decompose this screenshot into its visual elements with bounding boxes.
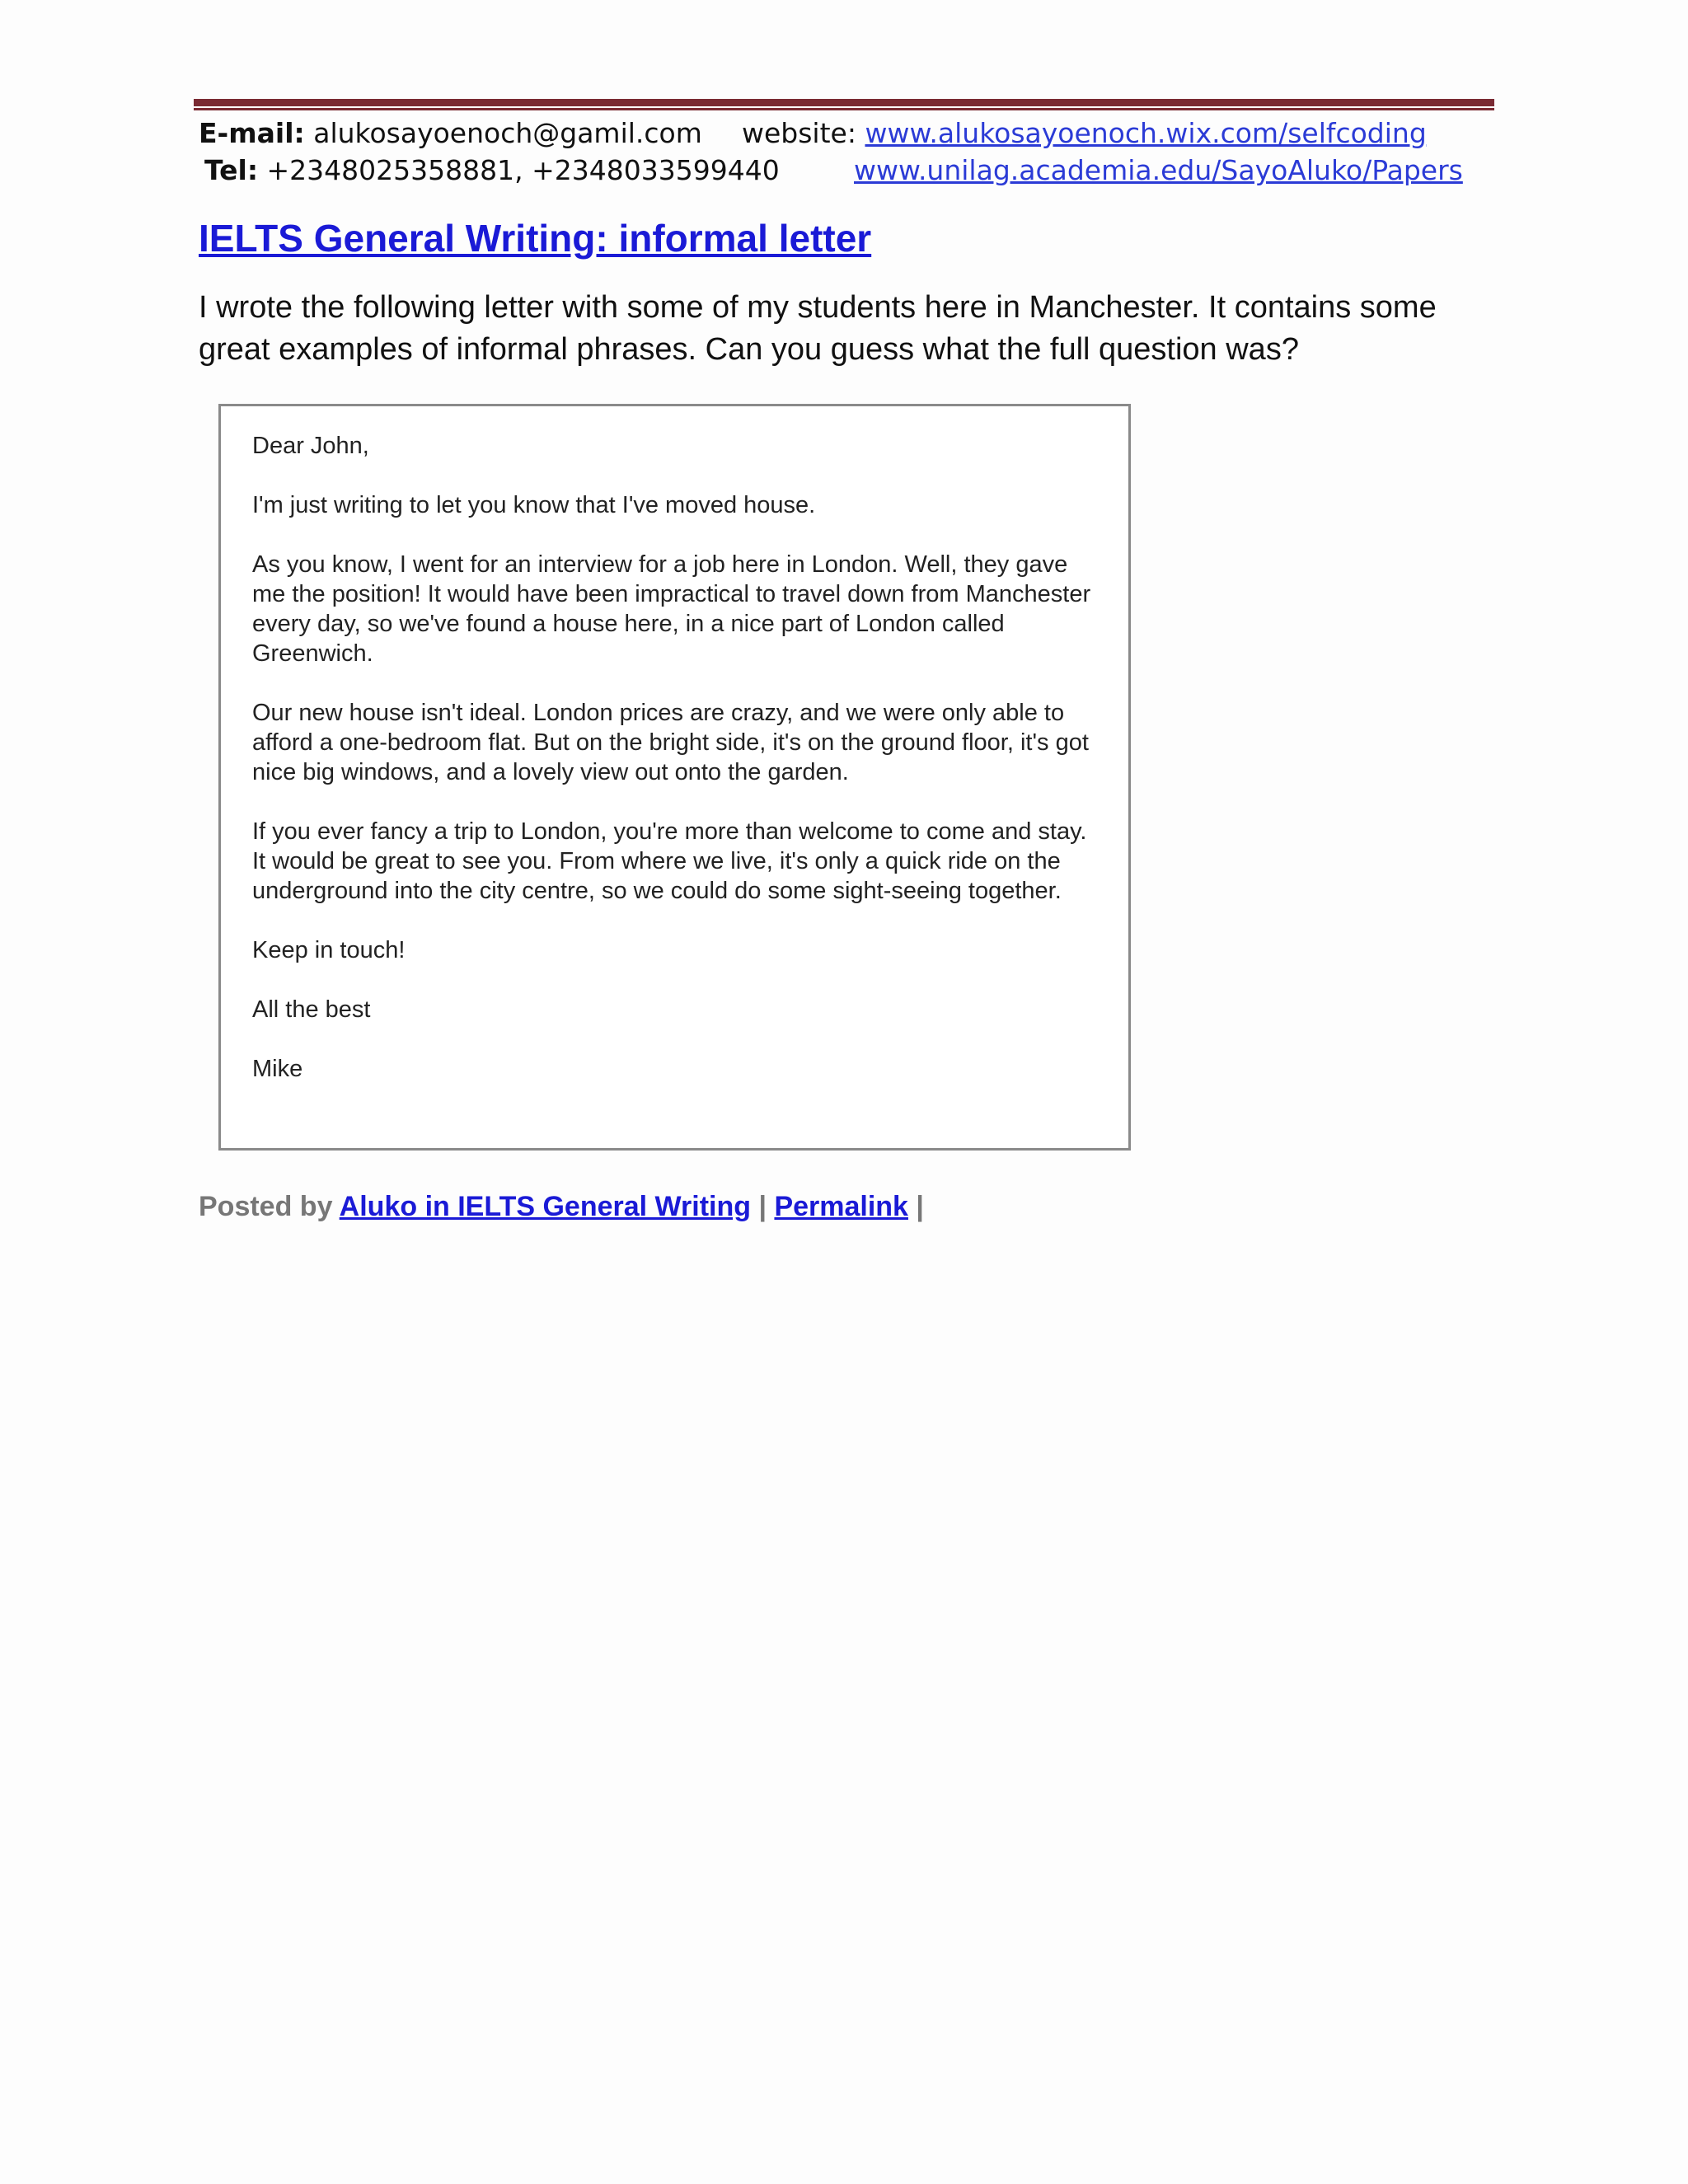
website-link-wix[interactable]: www.alukosayoenoch.wix.com/selfcoding (865, 117, 1427, 149)
article-title-link[interactable]: IELTS General Writing: informal letter (199, 217, 872, 260)
website-link-academia[interactable]: www.unilag.academia.edu/SayoAluko/Papers (854, 154, 1463, 186)
post-footer (199, 1191, 924, 1223)
email-label: E-mail: (199, 117, 305, 149)
letter-signature: Mike (252, 1056, 303, 1082)
letter-paragraph-1: I'm just writing to let you know that I've moved house. (252, 492, 816, 518)
letter-paragraph-2: As you know, I went for an interview for a job here in London. Well, they gave me the position! It would have been impractical to travel down from Manchester every day, so we've found a house here, in a nice part of London called Greenwich. (252, 551, 1091, 667)
tel-label: Tel: (204, 154, 259, 186)
header-rule-thin (194, 108, 1494, 110)
letter-paragraph-3: Our new house isn't ideal. London prices are crazy, and we were only able to afford a one-bedroom flat. But on the bright side, it's on the ground floor, it's got nice big windows, and a lovely view out onto the garden. (252, 700, 1089, 785)
letter-closing-1: Keep in touch! (252, 937, 406, 963)
posted-by-label: Posted by (199, 1191, 333, 1222)
tel-line (204, 152, 780, 189)
letter-closing-2: All the best (252, 996, 371, 1023)
email-line (199, 115, 702, 152)
article-intro: I wrote the following letter with some of my students here in Manchester. It contains some great examples of informal phrases. Can you guess what the full question was? (199, 290, 1437, 367)
author-category-link[interactable]: Aluko in IELTS General Writing (339, 1191, 752, 1222)
website-line (742, 115, 1427, 152)
letter-paragraph-4: If you ever fancy a trip to London, you're more than welcome to come and stay. It would be great to see you. From where we live, it's only a quick ride on the underground into the city centre, so we could do some sight-seeing together. (252, 818, 1087, 904)
tel-value: +2348025358881, +2348033599440 (266, 154, 780, 186)
website-label: website: (742, 117, 856, 149)
email-value: alukosayoenoch@gamil.com (313, 117, 702, 149)
letter-image (218, 404, 1131, 1151)
footer-separator-1: | (758, 1191, 767, 1222)
footer-separator-2: | (916, 1191, 924, 1222)
header-rule (194, 99, 1494, 106)
website-line-2 (854, 152, 1463, 189)
letter-salutation: Dear John, (252, 433, 369, 459)
permalink-link[interactable]: Permalink (774, 1191, 908, 1222)
